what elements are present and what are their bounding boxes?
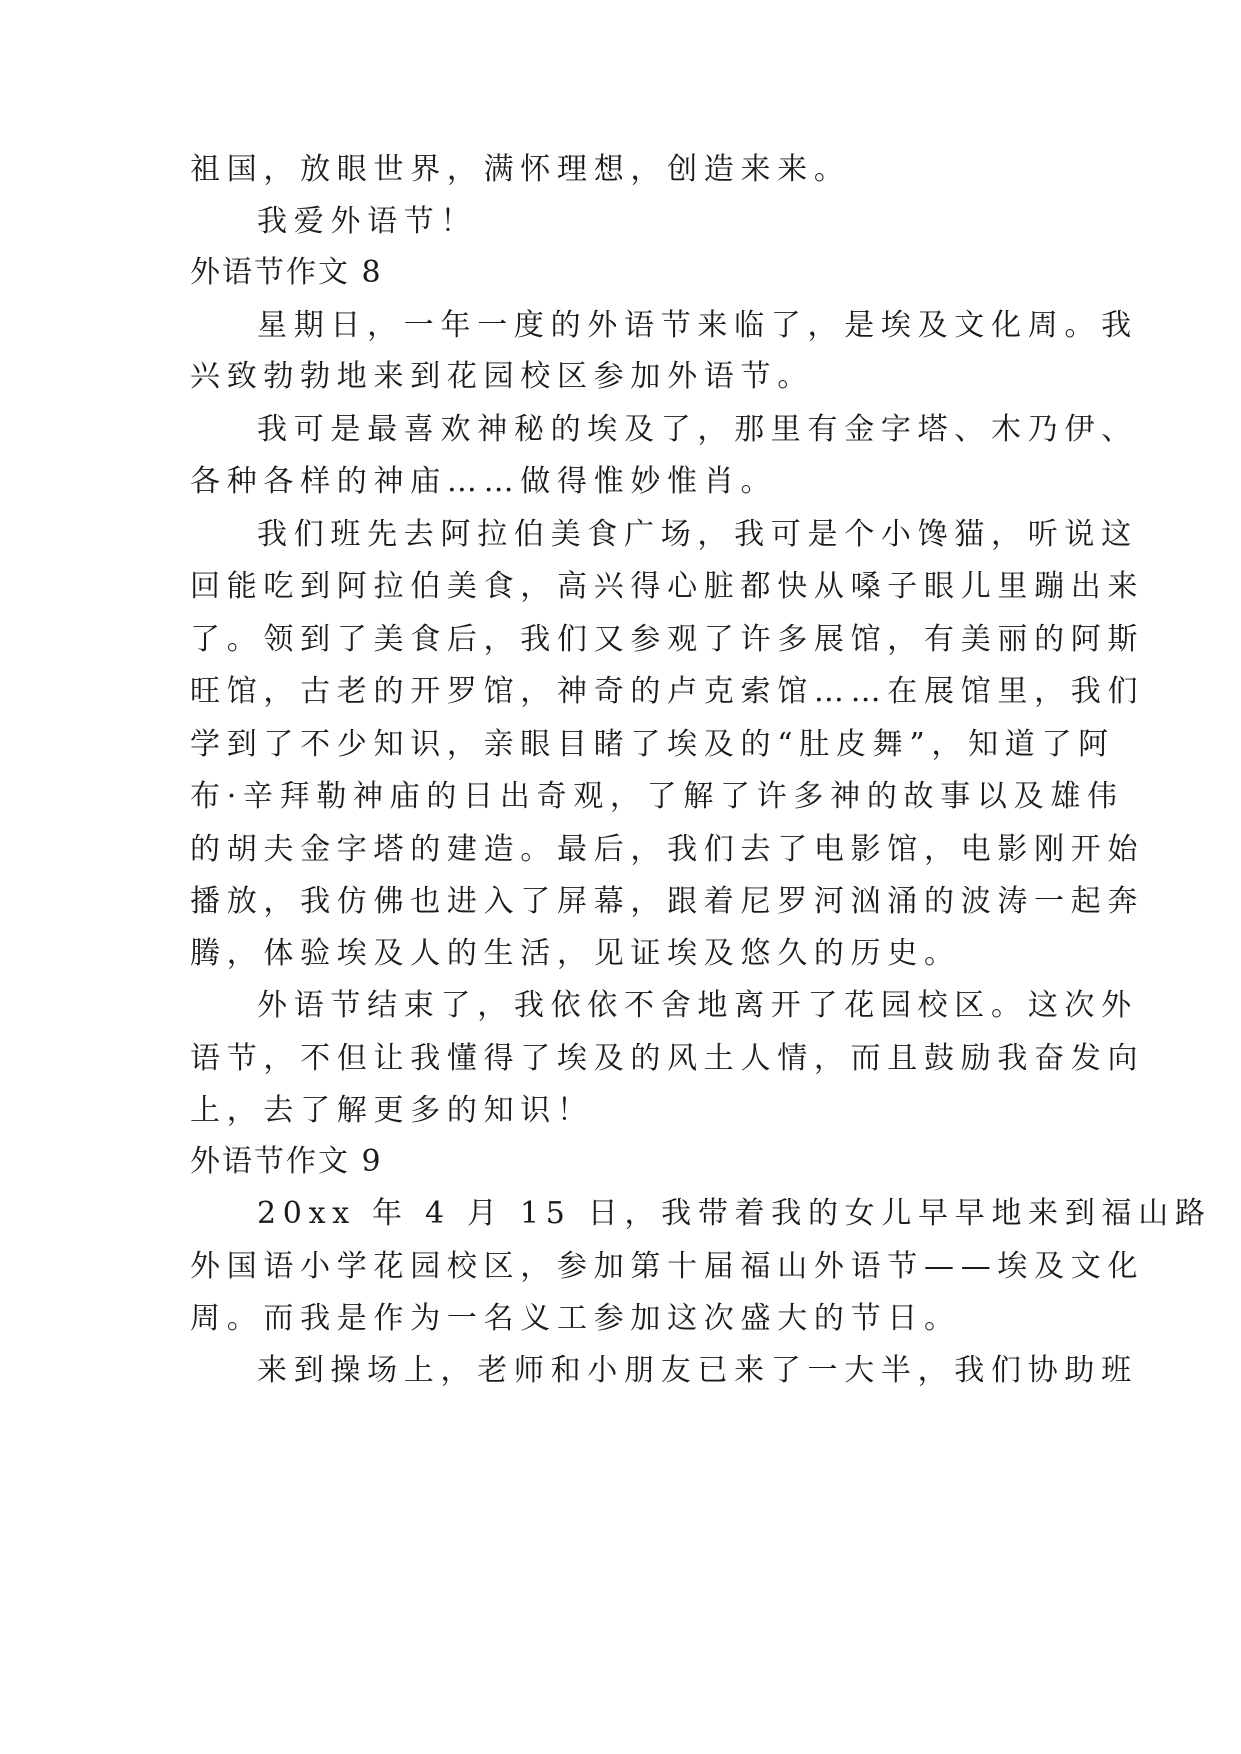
text-line: 各种各样的神庙……做得惟妙惟肖。 (190, 464, 778, 499)
text-line: 了。领到了美食后，我们又参观了许多展馆，有美丽的阿斯 (190, 622, 1145, 657)
text-line: 兴致勃勃地来到花园校区参加外语节。 (190, 359, 814, 394)
text-line: 回能吃到阿拉伯美食，高兴得心脏都快从嗓子眼儿里蹦出来 (190, 569, 1145, 604)
text-line: 外国语小学花园校区，参加第十届福山外语节——埃及文化 (190, 1249, 1145, 1284)
text-line: 星期日，一年一度的外语节来临了，是埃及文化周。我 (257, 308, 1138, 343)
text-line: 我爱外语节！ (257, 204, 478, 239)
text-line: 学到了不少知识，亲眼目睹了埃及的“肚皮舞”，知道了阿 (190, 727, 1115, 762)
text-line: 我可是最喜欢神秘的埃及了，那里有金字塔、木乃伊、 (257, 412, 1138, 447)
text-line: 旺馆，古老的开罗馆，神奇的卢克索馆……在展馆里，我们 (190, 674, 1145, 709)
text-line: 我们班先去阿拉伯美食广场，我可是个小馋猫，听说这 (257, 517, 1138, 552)
text-line: 来到操场上，老师和小朋友已来了一大半，我们协助班 (257, 1353, 1138, 1388)
text-line: 周。而我是作为一名义工参加这次盛大的节日。 (190, 1301, 961, 1336)
text-line: 腾，体验埃及人的生活，见证埃及悠久的历史。 (190, 936, 961, 971)
text-line: 20xx 年 4 月 15 日，我带着我的女儿早早地来到福山路 (257, 1196, 1212, 1231)
text-line: 祖国，放眼世界，满怀理想，创造来来。 (190, 152, 851, 187)
text-line: 语节，不但让我懂得了埃及的风土人情，而且鼓励我奋发向 (190, 1041, 1145, 1076)
text-line: 上，去了解更多的知识！ (190, 1093, 594, 1128)
text-line: 布·辛拜勒神庙的日出奇观，了解了许多神的故事以及雄伟 (190, 779, 1124, 814)
text-line: 的胡夫金字塔的建造。最后，我们去了电影馆，电影刚开始 (190, 832, 1145, 867)
text-line: 播放，我仿佛也进入了屏幕，跟着尼罗河汹涌的波涛一起奔 (190, 884, 1145, 919)
section-heading: 外语节作文 9 (190, 1144, 383, 1179)
section-heading: 外语节作文 8 (190, 255, 383, 290)
text-line: 外语节结束了，我依依不舍地离开了花园校区。这次外 (257, 988, 1138, 1023)
